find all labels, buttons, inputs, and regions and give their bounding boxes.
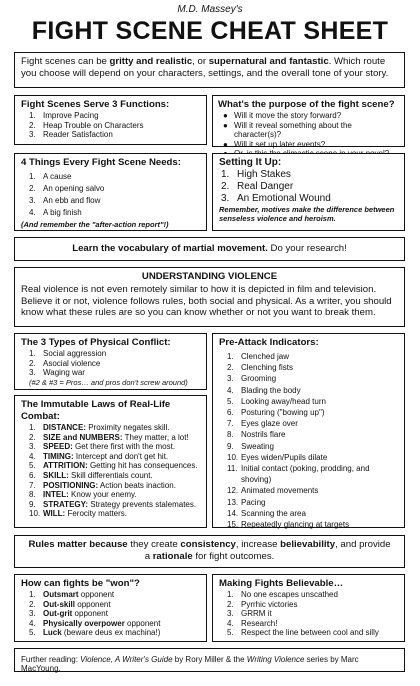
list-item: 1. Clenched jaw (227, 352, 290, 361)
list-item: 5. Respect the line between cool and silly (227, 628, 379, 638)
list-item: 1. A cause (29, 172, 72, 181)
further-reading-box (14, 648, 405, 672)
won-title: How can fights be "won"? (21, 578, 140, 589)
list-item: 7. Eyes glaze over (227, 419, 298, 429)
list-item: 3. Out-grit opponent (29, 609, 108, 619)
laws-title-line1: The Immutable Laws of Real-Life (21, 399, 171, 410)
list-item: 3. Grooming (227, 374, 277, 384)
preattack-box (212, 333, 405, 528)
violence-box (14, 267, 405, 327)
list-item: 4. Research! (227, 618, 278, 628)
list-item: 4. A big finish (29, 208, 82, 217)
rules-bold-1: Rules matter because (28, 539, 128, 550)
page-title: FIGHT SCENE CHEAT SHEET (31, 17, 389, 45)
list-item: 4. Blading the body (227, 385, 301, 395)
list-item: 6. SKILL: Skill differentials count. (29, 470, 153, 480)
laws-title-line2: Combat: (21, 411, 60, 422)
vocab-bold: Learn the vocabulary of martial movement. (72, 243, 268, 254)
rules-text-3: , and provide a (144, 539, 391, 562)
rules-bold-4: rationale (152, 551, 193, 562)
rules-bold-3: believability (280, 539, 336, 550)
list-item: 5. ATTRITION: Getting hit has consequences. (29, 461, 198, 471)
intro-text-1: Fight scenes can be (21, 56, 110, 67)
list-item: 10. WILL: Ferocity matters. (29, 509, 128, 519)
list-item: 11. Initial contact (poking, prodding, and shoving) (227, 464, 370, 485)
setup-box (212, 153, 405, 231)
list-item: 1. Improve Pacing (29, 111, 99, 120)
list-item: 8. Nostrils flare (227, 430, 286, 440)
list-item: 2. Clenching fists (227, 363, 294, 373)
list-item: 15. Repeatedly glancing at targets (227, 520, 350, 530)
further-text-3: series by Marc MacYoung. (21, 655, 359, 673)
won-box (14, 574, 207, 642)
vocab-box (14, 237, 405, 261)
conflict-note: (#2 & #3 = Pros… and pros don't screw around) (29, 377, 188, 387)
list-item: 5. Looking away/head turn (227, 396, 326, 406)
rules-text-2: , increase (235, 539, 281, 550)
rules-text-1: they create (127, 539, 181, 550)
rules-text-4: for fight outcomes. (192, 551, 275, 562)
list-item: 3. SPEED: Get there first with the most. (29, 442, 176, 452)
list-item: 1. Outsmart opponent (29, 590, 115, 599)
list-item: 1. High Stakes (221, 169, 291, 180)
list-item: 2. An opening salvo (29, 184, 105, 193)
intro-text-3: . Which route you choose will depend on your characters, settings, and the overall tone of your story. (21, 56, 389, 79)
intro-box (14, 52, 405, 88)
list-item: 3. An Emotional Wound (221, 193, 331, 204)
purpose-title: What's the purpose of the fight scene? (218, 99, 395, 110)
vocab-rest: Do your research! (267, 243, 347, 254)
list-item: 5. Luck (beware deus ex machina!) (29, 628, 161, 638)
list-item: 12. Animated movements (227, 486, 319, 496)
list-item: 9. Sweating (227, 441, 274, 451)
list-item: ● Will it reveal something about the character(s)? (223, 120, 352, 140)
rules-bold-2: consistency (180, 539, 236, 550)
list-item: 7. POSITIONING: Action beats inaction. (29, 480, 176, 490)
list-item: 3. Waging war (29, 368, 85, 378)
further-title-1: Violence, A Writer's Guide (80, 655, 173, 664)
needs-title: 4 Things Every Fight Scene Needs: (21, 157, 181, 168)
conflict-title: The 3 Types of Physical Conflict: (21, 337, 171, 348)
list-item: 6. Posturing ("bowing up") (227, 408, 325, 418)
list-item: 2. Asocial violence (29, 358, 101, 368)
list-item: 4. Physically overpower opponent (29, 618, 161, 628)
list-item: 2. Heap Trouble on Characters (29, 120, 144, 130)
needs-box (14, 153, 207, 231)
list-item: 2. Out-skill opponent (29, 599, 111, 609)
preattack-title: Pre-Attack Indicators: (219, 337, 319, 348)
list-item: 2. SIZE and NUMBERS: They matter, a lot! (29, 432, 189, 442)
list-item: 9. STRATEGY: Strategy prevents stalemates. (29, 499, 197, 509)
needs-note: (And remember the "after-action report"!) (21, 220, 169, 229)
list-item: 3. An ebb and flow (29, 196, 101, 205)
intro-bold-2: supernatural and fantastic (208, 56, 329, 67)
further-text-1: Further reading: (21, 655, 81, 664)
further-text-2: by Rory Miller & the (172, 655, 247, 664)
believable-title: Making Fights Believable… (219, 578, 344, 589)
list-item: 1. DISTANCE: Proximity negates skill. (29, 423, 170, 432)
list-item: 4. TIMING: Intercept and don't get hit. (29, 451, 169, 461)
setup-note: Remember, motives make the difference between senseless violence and heroism. (219, 205, 395, 223)
laws-box (14, 395, 207, 528)
list-item: 13. Pacing (227, 497, 266, 507)
list-item: ● Will it move the story forward? (223, 111, 342, 120)
intro-bold-1: gritty and realistic (109, 56, 193, 67)
violence-text: Real violence is not even remotely similar to how it is depicted in film and television. Believe it or not, violence follows rules, both social and physical. As a writer, you should know what these rules are so you can know whether or not you want to break them. (21, 284, 392, 318)
intro-text-2: , or (192, 56, 209, 67)
further-title-2: Writing Violence (246, 655, 305, 664)
believable-box (212, 574, 405, 642)
list-item: 3. GRRM it (227, 609, 272, 619)
list-item: 2. Real Danger (221, 181, 294, 192)
list-item: 10. Eyes widen/Pupils dilate (227, 452, 328, 462)
list-item: 1. Social aggression (29, 349, 107, 358)
setup-title: Setting It Up: (219, 157, 282, 168)
list-item: 2. Pyrrhic victories (227, 599, 298, 609)
list-item: 1. No one escapes unscathed (227, 590, 338, 599)
list-item: 3. Reader Satisfaction (29, 130, 113, 140)
author-byline: M.D. Massey's (177, 4, 243, 15)
list-item: 14. Scanning the area (227, 508, 306, 518)
functions-title: Fight Scenes Serve 3 Functions: (21, 99, 170, 110)
functions-box (14, 95, 207, 145)
rules-box (14, 535, 405, 568)
violence-title: UNDERSTANDING VIOLENCE (141, 271, 278, 282)
list-item: 8. INTEL: Know your enemy. (29, 490, 137, 500)
purpose-box (212, 95, 405, 147)
conflict-box (14, 333, 207, 390)
list-item: ● Will it set up later events? (223, 139, 326, 149)
